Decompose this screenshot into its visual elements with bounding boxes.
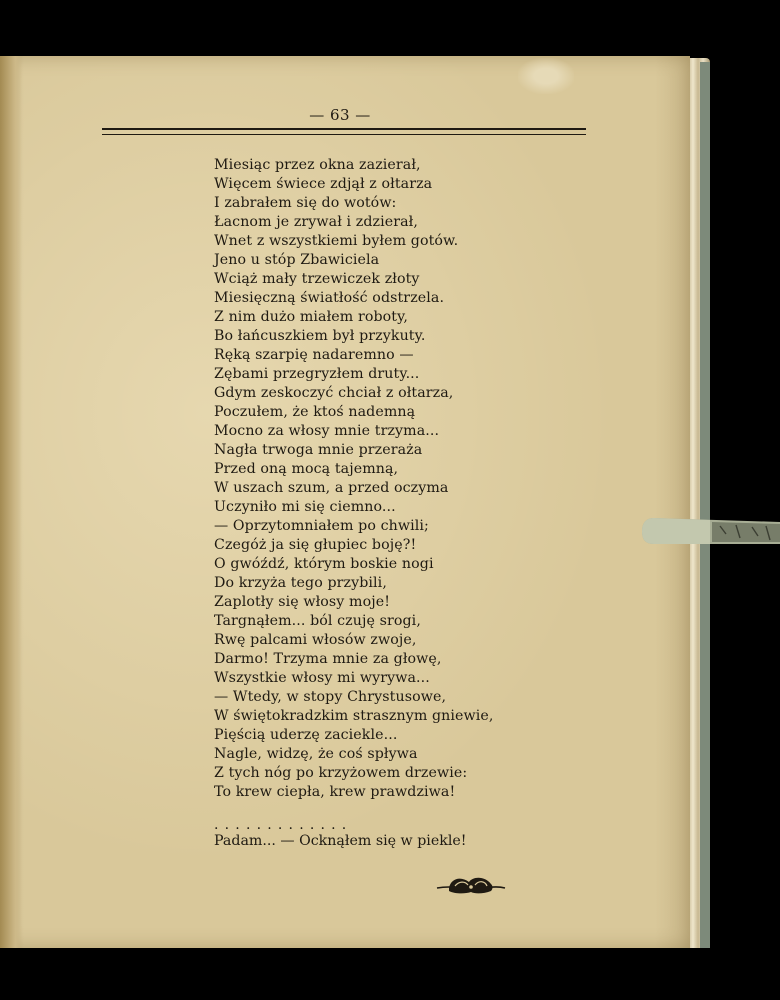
poem-line: Miesięczną światłość odstrzela. (214, 290, 445, 306)
poem-line: Z tych nóg po krzyżowem drzewie: (214, 765, 468, 781)
poem-line: Zębami przegryzłem druty... (214, 366, 420, 382)
poem-line: Targnąłem... ból czuję srogi, (214, 613, 421, 629)
page-number: — 63 — (309, 106, 371, 124)
poem-line: Czegóż ja się głupiec boję?! (214, 537, 417, 553)
poem-line: — Wtedy, w stopy Chrystusowe, (214, 689, 447, 705)
poem-line: Wnet z wszystkiemi byłem gotów. (214, 233, 459, 249)
poem-line: W świętokradzkim strasznym gniewie, (214, 708, 494, 724)
poem-line: Darmo! Trzyma mnie za głowę, (214, 651, 442, 667)
poem-line: Miesiąc przez okna zazierał, (214, 157, 421, 173)
poem-line: Pięścią uderzę zaciekle... (214, 727, 398, 743)
poem-line: Przed oną mocą tajemną, (214, 461, 399, 477)
poem-line: Nagle, widzę, że coś spływa (214, 746, 418, 762)
header-rule-thick (102, 128, 586, 130)
poem-line: W uszach szum, a przed oczyma (214, 480, 449, 496)
ellipsis-row: ............. (214, 817, 353, 833)
poem-line: To krew ciepła, krew prawdziwa! (214, 784, 456, 800)
poem-line: I zabrałem się do wotów: (214, 195, 397, 211)
poem-line: Zaplotły się włosy moje! (214, 594, 391, 610)
poem-line: Gdym zeskoczyć chciał z ołtarza, (214, 385, 454, 401)
poem-line: Wszystkie włosy mi wyrywa... (214, 670, 430, 686)
poem-line: Łacnom je zrywał i zdzierał, (214, 214, 418, 230)
header-rule-thin (102, 134, 586, 135)
poem-body (214, 156, 544, 802)
book-cover-edge (700, 62, 710, 948)
poem-line: Jeno u stóp Zbawiciela (214, 252, 380, 268)
poem-line: — Oprzytomniałem po chwili; (214, 518, 429, 534)
poem-final-line: Padam... — Ocknąłem się w piekle! (214, 833, 467, 849)
poem-line: Nagła trwoga mnie przeraża (214, 442, 423, 458)
poem-line: Mocno za włosy mnie trzyma... (214, 423, 440, 439)
poem-line: Bo łańcuszkiem był przykuty. (214, 328, 426, 344)
spine-shadow (0, 56, 22, 948)
poem-line: O gwóźdź, którym boskie nogi (214, 556, 434, 572)
poem-line: Rwę palcami włosów zwoje, (214, 632, 417, 648)
vignette-ornament-icon (435, 872, 507, 898)
poem-line: Wciąż mały trzewiczek złoty (214, 271, 420, 287)
poem-line: Poczułem, że ktoś nademną (214, 404, 416, 420)
poem-line: Ręką szarpię nadaremno — (214, 347, 414, 363)
poem-line: Do krzyża tego przybili, (214, 575, 387, 591)
paper-stain (518, 58, 574, 94)
bookmark-tab-icon (640, 514, 780, 548)
poem-line: Więcem świece zdjął z ołtarza (214, 176, 433, 192)
poem-line: Uczyniło mi się ciemno... (214, 499, 396, 515)
poem-line: Z nim dużo miałem roboty, (214, 309, 408, 325)
